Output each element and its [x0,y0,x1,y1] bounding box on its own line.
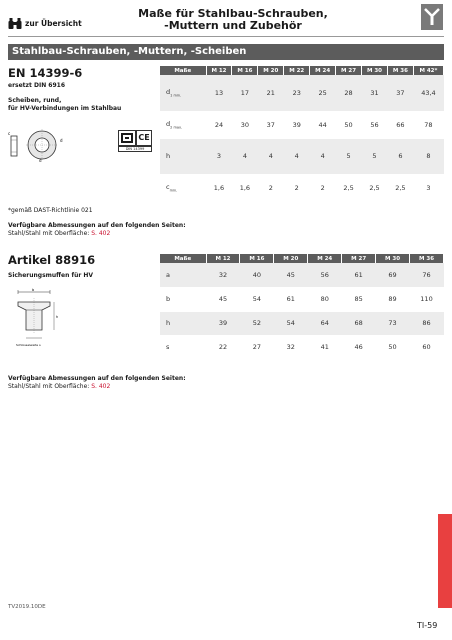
table-cell: 60 [410,335,444,359]
header-divider [8,36,444,37]
table-row [160,174,444,201]
hv-quality-mark-icon [118,130,136,146]
table-cell: 8 [413,138,443,174]
table-cell: 43,4 [413,75,443,111]
table-cell: 27 [240,335,274,359]
table-cell: 5 [362,138,388,174]
brand-logo-icon [421,4,443,30]
table-cell: 110 [410,287,444,311]
row-label: $d_{1 min.}$ [160,75,206,111]
table-cell: 45 [274,263,308,287]
table-cell: 22 [206,335,240,359]
description-line: für HV-Verbindungen im Stahlbau [8,105,122,112]
table-cell: 41 [308,335,342,359]
available-sizes-note: Verfügbare Abmessungen auf den folgenden Seiten: [8,222,186,229]
table-cell: 56 [362,111,388,138]
table-cell: 86 [410,311,444,335]
table-cell: 4 [310,138,336,174]
svg-text:d: d [39,158,42,162]
chapter-tab[interactable] [438,514,452,608]
table-cell: 17 [232,75,258,111]
washer-dimension-table [160,66,444,202]
description-line: Scheiben, rund, [8,97,62,104]
material-line: Stahl/Stahl mit Oberfläche: S. 402 [8,383,111,390]
page-title: Maße für Stahlbau-Schrauben, -Muttern und Zubehör [138,7,328,32]
table-cell: 50 [376,335,410,359]
table-cell: 21 [258,75,284,111]
table-row [160,335,444,359]
table-cell: 6 [387,138,413,174]
locking-sleeve-technical-drawing [12,288,74,350]
table-header-size: M 20 [258,66,284,75]
table-cell: 56 [308,263,342,287]
table-cell: 24 [206,111,232,138]
binoculars-icon [8,18,22,29]
svg-text:b: b [32,288,35,292]
table-cell: 39 [206,311,240,335]
document-code: TV2019.10DE [8,604,46,610]
row-label: s [160,335,206,359]
table-cell: 30 [232,111,258,138]
table-cell: 54 [274,311,308,335]
table-cell: 25 [310,75,336,111]
svg-text:d: d [60,138,63,143]
available-sizes-note: Verfügbare Abmessungen auf den folgenden Seiten: [8,375,186,382]
table-header-size: M 42* [413,66,443,75]
table-cell: 78 [413,111,443,138]
table-cell: 2 [284,174,310,201]
svg-text:h: h [56,315,59,319]
table-cell: 23 [284,75,310,111]
table-cell: 54 [240,287,274,311]
material-line: Stahl/Stahl mit Oberfläche: S. 402 [8,230,111,237]
table-cell: 44 [310,111,336,138]
back-to-overview-link[interactable] [8,18,82,29]
table-row [160,138,444,174]
table-cell: 32 [206,263,240,287]
page-reference-link[interactable]: S. 402 [91,230,111,237]
row-label: a [160,263,206,287]
table-header-size: M 20 [274,254,308,263]
table-cell: 69 [376,263,410,287]
table-cell: 80 [308,287,342,311]
table-header-size: M 16 [240,254,274,263]
table-row [160,311,444,335]
table-cell: 89 [376,287,410,311]
page-reference-link[interactable]: S. 402 [91,383,111,390]
table-header-size: M 36 [387,66,413,75]
washer-technical-drawing [8,118,70,162]
table-row [160,263,444,287]
table-cell: 46 [342,335,376,359]
back-label: zur Übersicht [25,19,82,28]
table-cell: 39 [284,111,310,138]
table-header-size: M 30 [362,66,388,75]
footnote: *gemäß DAST-Richtlinie 021 [8,207,93,214]
row-label: $d_{2 max.}$ [160,111,206,138]
table-cell: 66 [387,111,413,138]
table-header-size: M 16 [232,66,258,75]
row-label: b [160,287,206,311]
table-header-size: M 30 [376,254,410,263]
table-header-size: M 27 [342,254,376,263]
table-cell: 2,5 [362,174,388,201]
table-cell: 4 [232,138,258,174]
table-cell: 85 [342,287,376,311]
table-cell: 28 [336,75,362,111]
table-header-size: M 12 [206,254,240,263]
table-cell: 2 [258,174,284,201]
table-cell: 3 [206,138,232,174]
row-label: h [160,311,206,335]
table-cell: 1,6 [206,174,232,201]
table-cell: 37 [258,111,284,138]
table-cell: 4 [258,138,284,174]
table-cell: 5 [336,138,362,174]
row-label: $c_{min.}$ [160,174,206,201]
table-cell: 50 [336,111,362,138]
svg-text:c: c [8,131,11,136]
row-label: h [160,138,206,174]
table-cell: 76 [410,263,444,287]
locking-sleeve-dimension-table [160,254,444,360]
table-cell: 32 [274,335,308,359]
table-header-size: M 12 [206,66,232,75]
table-header-label: Maße [160,66,206,75]
table-header-size: M 24 [310,66,336,75]
table-cell: 2 [310,174,336,201]
ce-mark-icon: CE [136,130,152,146]
page-number: TI-59 [417,621,438,630]
section-title: Stahlbau-Schrauben, -Muttern, -Scheiben [8,44,444,60]
table-header-size: M 24 [308,254,342,263]
table-cell: 61 [274,287,308,311]
table-header-size: M 22 [284,66,310,75]
table-cell: 4 [284,138,310,174]
table-cell: 2,5 [336,174,362,201]
table-cell: 40 [240,263,274,287]
article-title: EN 14399-6 [8,66,83,80]
table-row [160,75,444,111]
table-cell: 3 [413,174,443,201]
table-header-size: M 27 [336,66,362,75]
page-header [0,0,452,40]
svg-text:Schlüsselweite s: Schlüsselweite s [16,343,41,347]
table-cell: 64 [308,311,342,335]
table-header-label: Maße [160,254,206,263]
article-title: Artikel 88916 [8,253,96,267]
table-cell: 1,6 [232,174,258,201]
table-cell: 37 [387,75,413,111]
replaces-note: ersetzt DIN 6916 [8,82,66,89]
table-cell: 31 [362,75,388,111]
table-cell: 2,5 [387,174,413,201]
article-subtitle: Sicherungsmuffen für HV [8,272,94,279]
table-row [160,111,444,138]
table-cell: 73 [376,311,410,335]
table-cell: 52 [240,311,274,335]
table-cell: 68 [342,311,376,335]
table-cell: 45 [206,287,240,311]
standard-badge: DIN 14399 [118,146,152,152]
table-row [160,287,444,311]
table-header-size: M 36 [410,254,444,263]
table-cell: 61 [342,263,376,287]
table-cell: 13 [206,75,232,111]
